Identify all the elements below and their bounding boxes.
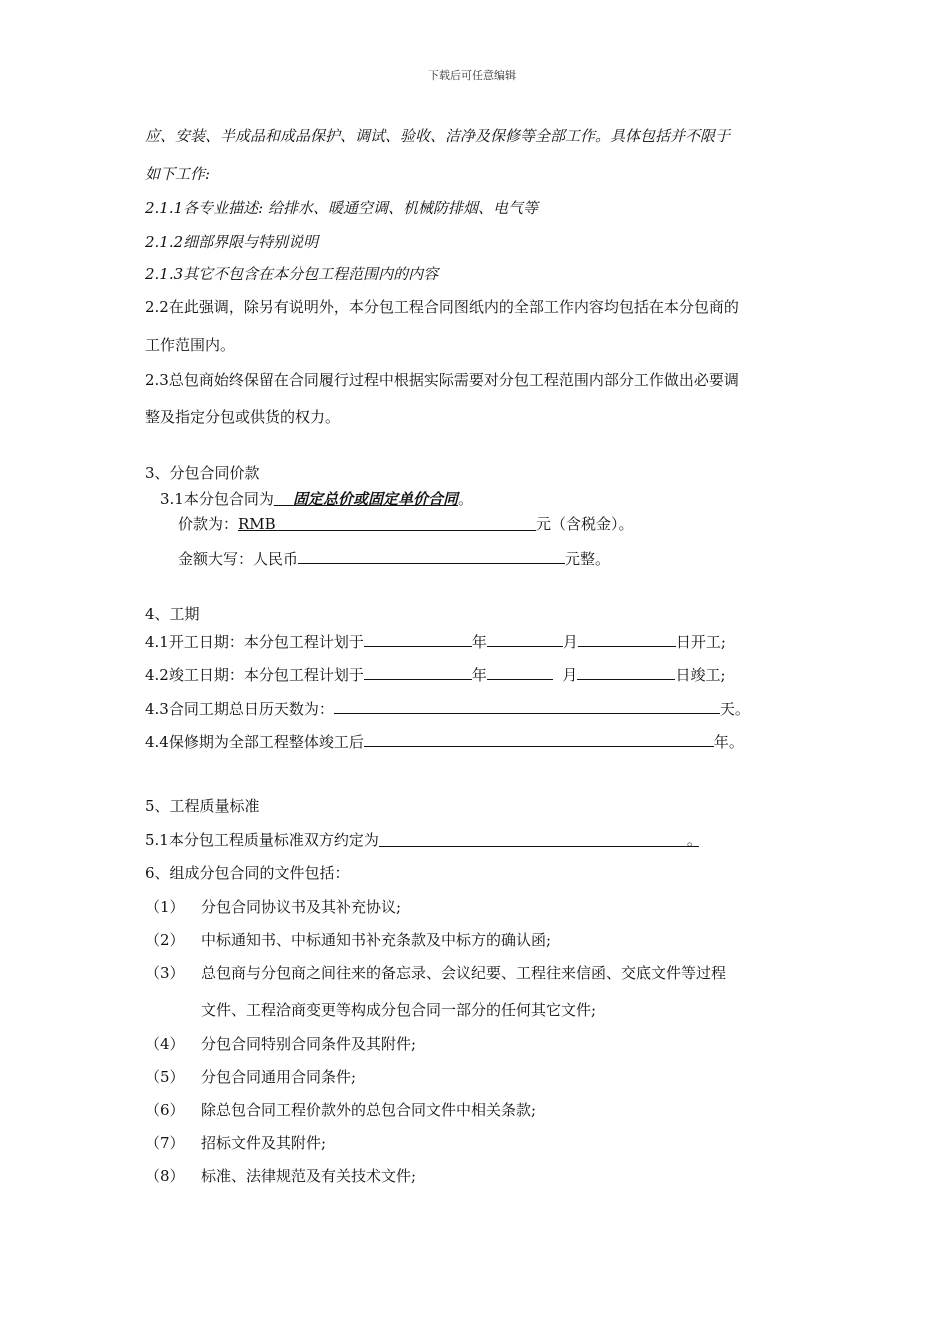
doc-list-item	[145, 1034, 416, 1054]
amount-in-words-line	[178, 547, 610, 569]
doc-item-text: 分包合同协议书及其补充协议;	[201, 898, 402, 916]
section-5-title: 5、工程质量标准	[145, 797, 260, 815]
doc-item-number: （5）	[145, 1068, 185, 1086]
price-amount-field[interactable]	[238, 514, 536, 531]
doc-item-text: 分包合同通用合同条件;	[201, 1068, 357, 1086]
clause-4-1: 4.1开工日期：本分包工程计划于 年 月 日开工;	[145, 630, 726, 652]
doc-item-text: 总包商与分包商之间往来的备忘录、会议纪要、工程往来信函、交底文件等过程	[201, 964, 727, 982]
finish-year-field[interactable]	[364, 663, 472, 680]
contract-type-field[interactable]	[274, 490, 458, 508]
start-year-field[interactable]	[364, 630, 472, 647]
doc-item-number: （2）	[145, 931, 185, 949]
clause-4-4: 4.4保修期为全部工程整体竣工后 年。	[145, 730, 744, 752]
page-header: 下载后可任意编辑	[428, 69, 516, 82]
doc-list-item	[145, 963, 726, 983]
clause-3-1: 3.1本分包合同为 固定总价或固定单价合同。	[160, 490, 473, 508]
scope-continuation-line-2: 如下工作:	[145, 165, 211, 183]
doc-list-item	[145, 930, 551, 950]
clause-2-2-line-1: 2.2在此强调，除另有说明外，本分包工程合同图纸内的全部工作内容均包括在本分包商的	[145, 298, 739, 316]
doc-item-text: 标准、法律规范及有关技术文件;	[201, 1167, 417, 1185]
clause-5-1: 5.1本分包工程质量标准双方约定为 。	[145, 831, 702, 849]
doc-item-text: 招标文件及其附件;	[201, 1134, 327, 1152]
doc-list-item	[145, 1067, 356, 1087]
clause-4-3: 4.3合同工期总日历天数为： 天。	[145, 697, 750, 719]
doc-item-number: （1）	[145, 898, 185, 916]
section-3-title: 3、分包合同价款	[145, 464, 260, 482]
total-days-field[interactable]	[334, 697, 720, 714]
doc-list-item	[145, 897, 401, 917]
doc-item-number: （6）	[145, 1101, 185, 1119]
doc-item-number: （4）	[145, 1035, 185, 1053]
finish-day-field[interactable]	[577, 663, 675, 680]
currency-label: RMB	[238, 515, 276, 533]
clause-2-1-3: 2.1.3其它不包含在本分包工程范围内的内容	[145, 265, 439, 283]
amount-words-suffix: 元整。	[565, 550, 611, 568]
doc-list-item	[145, 1133, 326, 1153]
clause-2-3-line-2: 整及指定分包或供货的权力。	[145, 408, 341, 426]
clause-2-3-line-1: 2.3总包商始终保留在合同履行过程中根据实际需要对分包工程范围内部分工作做出必要调	[145, 371, 739, 389]
price-line	[178, 514, 634, 534]
doc-item-text: 除总包合同工程价款外的总包合同文件中相关条款;	[201, 1101, 537, 1119]
clause-3-1-label: 3.1本分包合同为	[160, 490, 274, 508]
scope-continuation-line-1: 应、安装、半成品和成品保护、调试、验收、洁净及保修等全部工作。具体包括并不限于	[145, 127, 731, 145]
doc-list-item	[145, 1166, 416, 1186]
price-suffix: 元（含税金）。	[536, 515, 634, 533]
doc-item-number: （7）	[145, 1134, 185, 1152]
doc-item-number: （3）	[145, 964, 185, 982]
price-label: 价款为：	[178, 515, 239, 533]
finish-month-field[interactable]	[487, 663, 553, 680]
clause-2-1-1: 2.1.1各专业描述: 给排水、暖通空调、机械防排烟、电气等	[145, 199, 538, 217]
clause-2-1-2: 2.1.2细部界限与特别说明	[145, 233, 319, 251]
doc-item-text: 分包合同特别合同条件及其附件;	[201, 1035, 417, 1053]
contract-type-value: 固定总价或固定单价合同	[292, 490, 458, 508]
warranty-years-field[interactable]	[364, 730, 714, 747]
clause-4-2: 4.2竣工日期：本分包工程计划于 年 月 日竣工;	[145, 663, 726, 685]
clause-2-2-line-2: 工作范围内。	[145, 336, 236, 354]
quality-standard-field[interactable]: 。	[379, 830, 699, 847]
start-month-field[interactable]	[487, 630, 563, 647]
amount-words-field[interactable]	[298, 547, 565, 564]
amount-words-label: 金额大写：人民币	[178, 550, 299, 568]
section-4-title: 4、工期	[145, 605, 200, 623]
section-6-title: 6、组成分包合同的文件包括：	[145, 864, 350, 882]
doc-item-text-continued: 文件、工程洽商变更等构成分包合同一部分的任何其它文件;	[201, 1001, 597, 1019]
doc-list-item	[145, 1100, 536, 1120]
doc-item-number: （8）	[145, 1167, 185, 1185]
doc-item-text: 中标通知书、中标通知书补充条款及中标方的确认函;	[201, 931, 552, 949]
start-day-field[interactable]	[578, 630, 676, 647]
